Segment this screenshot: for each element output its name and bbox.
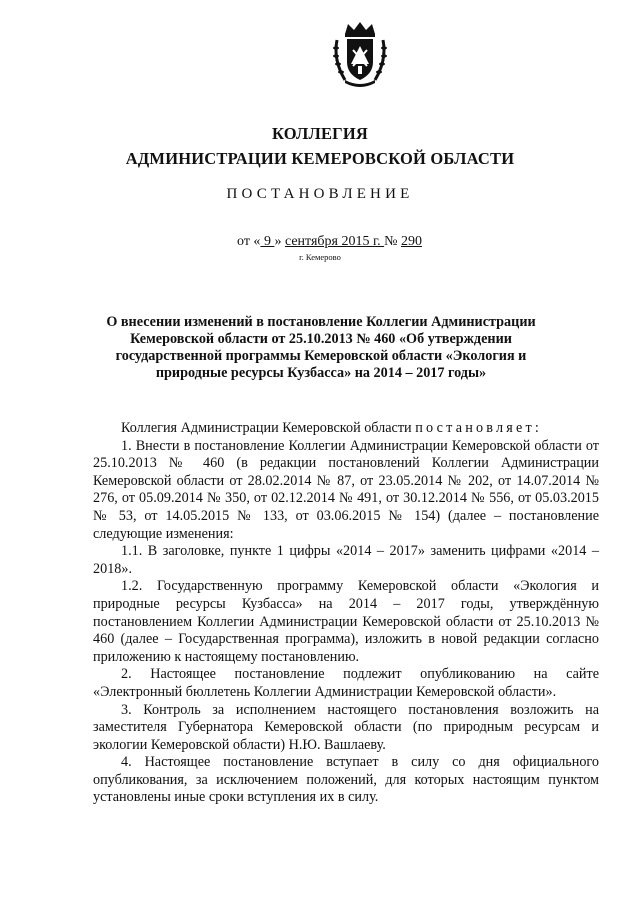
paragraph-1-1: 1.1. В заголовке, пункте 1 цифры «2014 – 2017» заменить цифрами «2014 – 2018».: [93, 543, 599, 577]
document-type: ПОСТАНОВЛЕНИЕ: [226, 186, 414, 202]
coat-of-arms-emblem: [331, 20, 389, 88]
header-collegium: КОЛЛЕГИЯ: [271, 124, 368, 143]
intro-resolves: постановляет:: [415, 420, 543, 436]
paragraph-1: 1. Внести в постановление Коллегии Администрации Кемеровской области от 25.10.2013 № 460 (в редакции постановлений Коллегии Администрации Кемеровской области от 28.02.2014 № 87, от 23.05.2014 № 202, от 14.07.2014 № 276, от 05.09.2014 № 350, от 02.12.2014 № 491, от 30.12.2014 № 556, от 05.03.2015 № 53, от 14.05.2015 № 133, от 03.06.2015 № 154) (далее – постановление следующие изменения:: [93, 437, 599, 542]
paragraph-1-2: 1.2. Государственную программу Кемеровской области «Экология и природные ресурсы Кузбасса» на 2014 – 2017 годы, утверждённую постановлением Коллегии Администрации Кемеровской области от 25.10.2013 № 460 (далее – Государственная программа), изложить в новой редакции согласно приложению к настоящему постановлению.: [93, 578, 599, 665]
date-mid: »: [274, 234, 285, 249]
document-number: 290: [401, 234, 422, 249]
date-line: [237, 234, 422, 250]
header-administration: АДМИНИСТРАЦИИ КЕМЕРОВСКОЙ ОБЛАСТИ: [125, 149, 515, 168]
document-title: О внесении изменений в постановление Коллегии Администрации Кемеровской области от 25.10.2013 № 460 «Об утверждении государственной программы Кемеровской области «Экология и природные ресурсы Кузбасса» на 2014 – 2017 годы»: [106, 314, 536, 381]
date-day: 9: [260, 234, 275, 249]
paragraph-3: 3. Контроль за исполнением настоящего постановления возложить на заместителя Губернатора Кемеровской области (по природным ресурсам и экологии Кемеровской области) Н.Ю. Вашлаеву.: [93, 701, 599, 753]
number-sign: №: [384, 234, 401, 249]
document-body: [93, 420, 599, 807]
date-prefix: от «: [237, 234, 261, 249]
date-month-year: сентября 2015 г.: [284, 234, 385, 249]
paragraph-2: 2. Настоящее постановление подлежит опубликованию на сайте «Электронный бюллетень Коллегии Администрации Кемеровской области».: [93, 666, 599, 700]
intro-paragraph: [93, 420, 599, 438]
city-name: г. Кемерово: [299, 252, 341, 262]
paragraph-4: 4. Настоящее постановление вступает в силу со дня официального опубликования, за исключением положений, для которых настоящим пунктом установлены иные сроки вступления их в силу.: [93, 754, 599, 806]
intro-text: Коллегия Администрации Кемеровской области: [121, 420, 416, 436]
